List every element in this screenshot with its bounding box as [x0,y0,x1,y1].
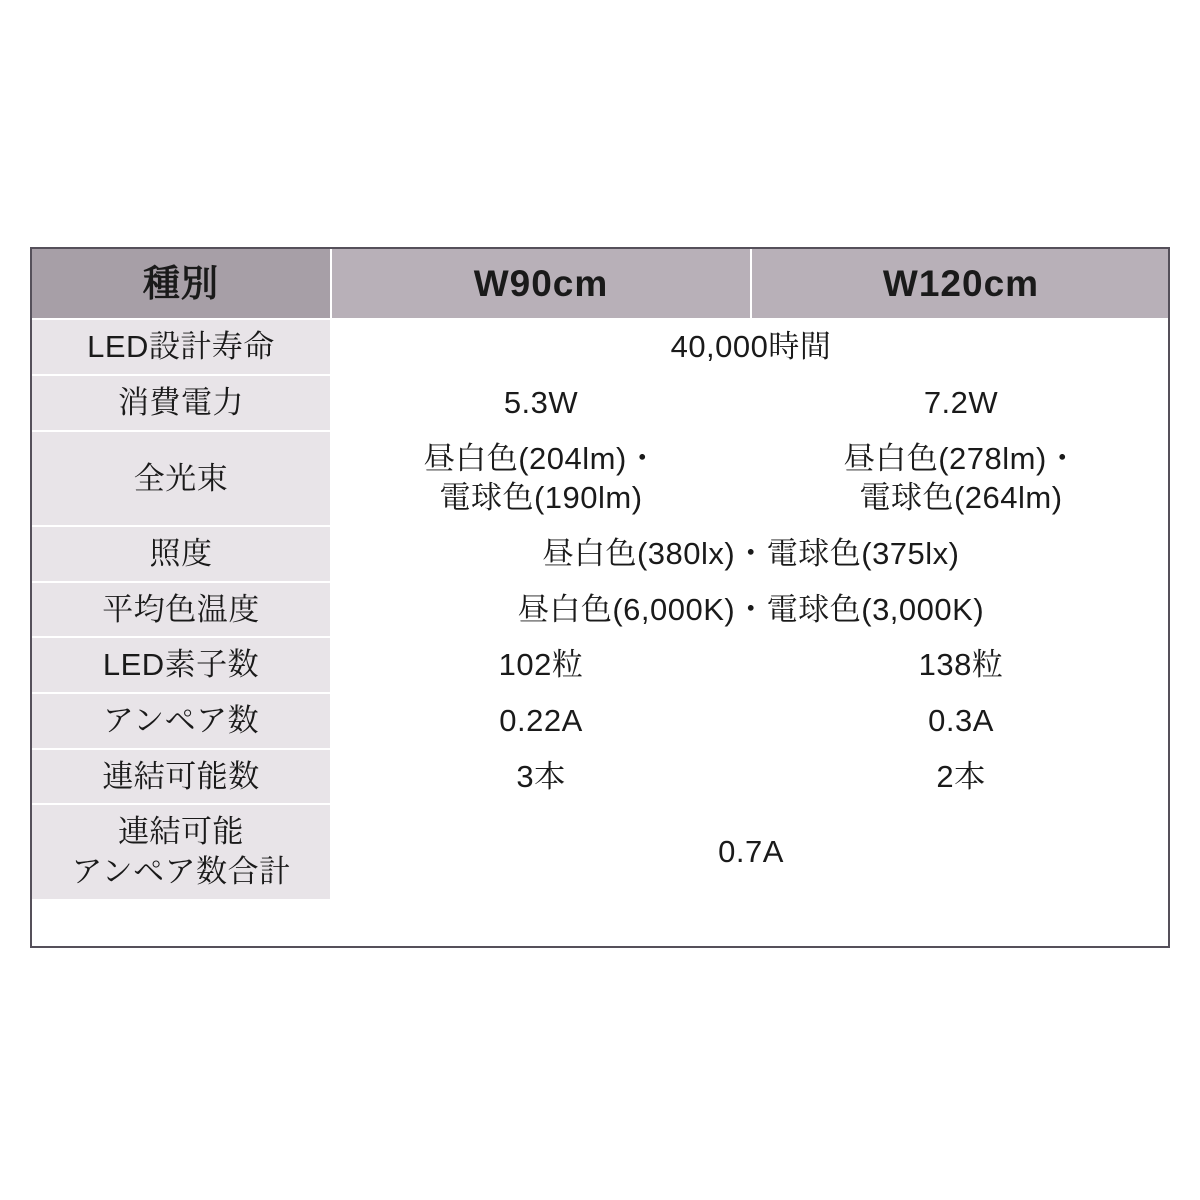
row-value-color-temperature: 昼白色(6,000K)・電球色(3,000K) [331,582,1171,638]
total-linkable-amperage-label-line1: 連結可能 [118,814,244,850]
table-row [31,431,1171,526]
row-label-amperage: アンペア数 [31,693,331,749]
row-value-luminous-flux-w120 [751,431,1171,526]
table-row [31,319,1171,375]
column-header-type: 種別 [31,248,331,319]
row-value-amperage-w120: 0.3A [751,693,1171,749]
row-value-led-lifespan: 40,000時間 [331,319,1171,375]
row-label-led-lifespan: LED設計寿命 [31,319,331,375]
row-value-linkable-count-w90: 3本 [331,749,751,805]
table-row [31,693,1171,749]
table-row [31,637,1171,693]
row-value-power-consumption-w90: 5.3W [331,375,751,431]
row-value-total-linkable-amperage: 0.7A [331,804,1171,899]
table-row [31,526,1171,582]
row-label-led-count: LED素子数 [31,637,331,693]
row-value-linkable-count-w120: 2本 [751,749,1171,805]
column-header-w90: W90cm [331,248,751,319]
spec-table-container [30,247,1170,901]
row-value-led-count-w90: 102粒 [331,637,751,693]
table-header-row [31,248,1171,319]
row-label-linkable-count: 連結可能数 [31,749,331,805]
luminous-flux-w90-line1: 昼白色(204lm)・ [423,440,659,476]
row-label-luminous-flux: 全光束 [31,431,331,526]
luminous-flux-w90-line2: 電球色(190lm) [439,480,643,516]
row-value-luminous-flux-w90 [331,431,751,526]
row-value-illuminance: 昼白色(380lx)・電球色(375lx) [331,526,1171,582]
table-row [31,749,1171,805]
luminous-flux-w120-line2: 電球色(264lm) [859,480,1063,516]
row-label-illuminance: 照度 [31,526,331,582]
table-row [31,582,1171,638]
table-row [31,804,1171,899]
row-value-amperage-w90: 0.22A [331,693,751,749]
row-label-color-temperature: 平均色温度 [31,582,331,638]
led-specification-table [30,247,1172,901]
column-header-w120: W120cm [751,248,1171,319]
row-label-total-linkable-amperage [31,804,331,899]
row-value-led-count-w120: 138粒 [751,637,1171,693]
luminous-flux-w120-line1: 昼白色(278lm)・ [843,440,1079,476]
row-value-power-consumption-w120: 7.2W [751,375,1171,431]
table-row [31,375,1171,431]
row-label-power-consumption: 消費電力 [31,375,331,431]
total-linkable-amperage-label-line2: アンペア数合計 [71,854,291,890]
